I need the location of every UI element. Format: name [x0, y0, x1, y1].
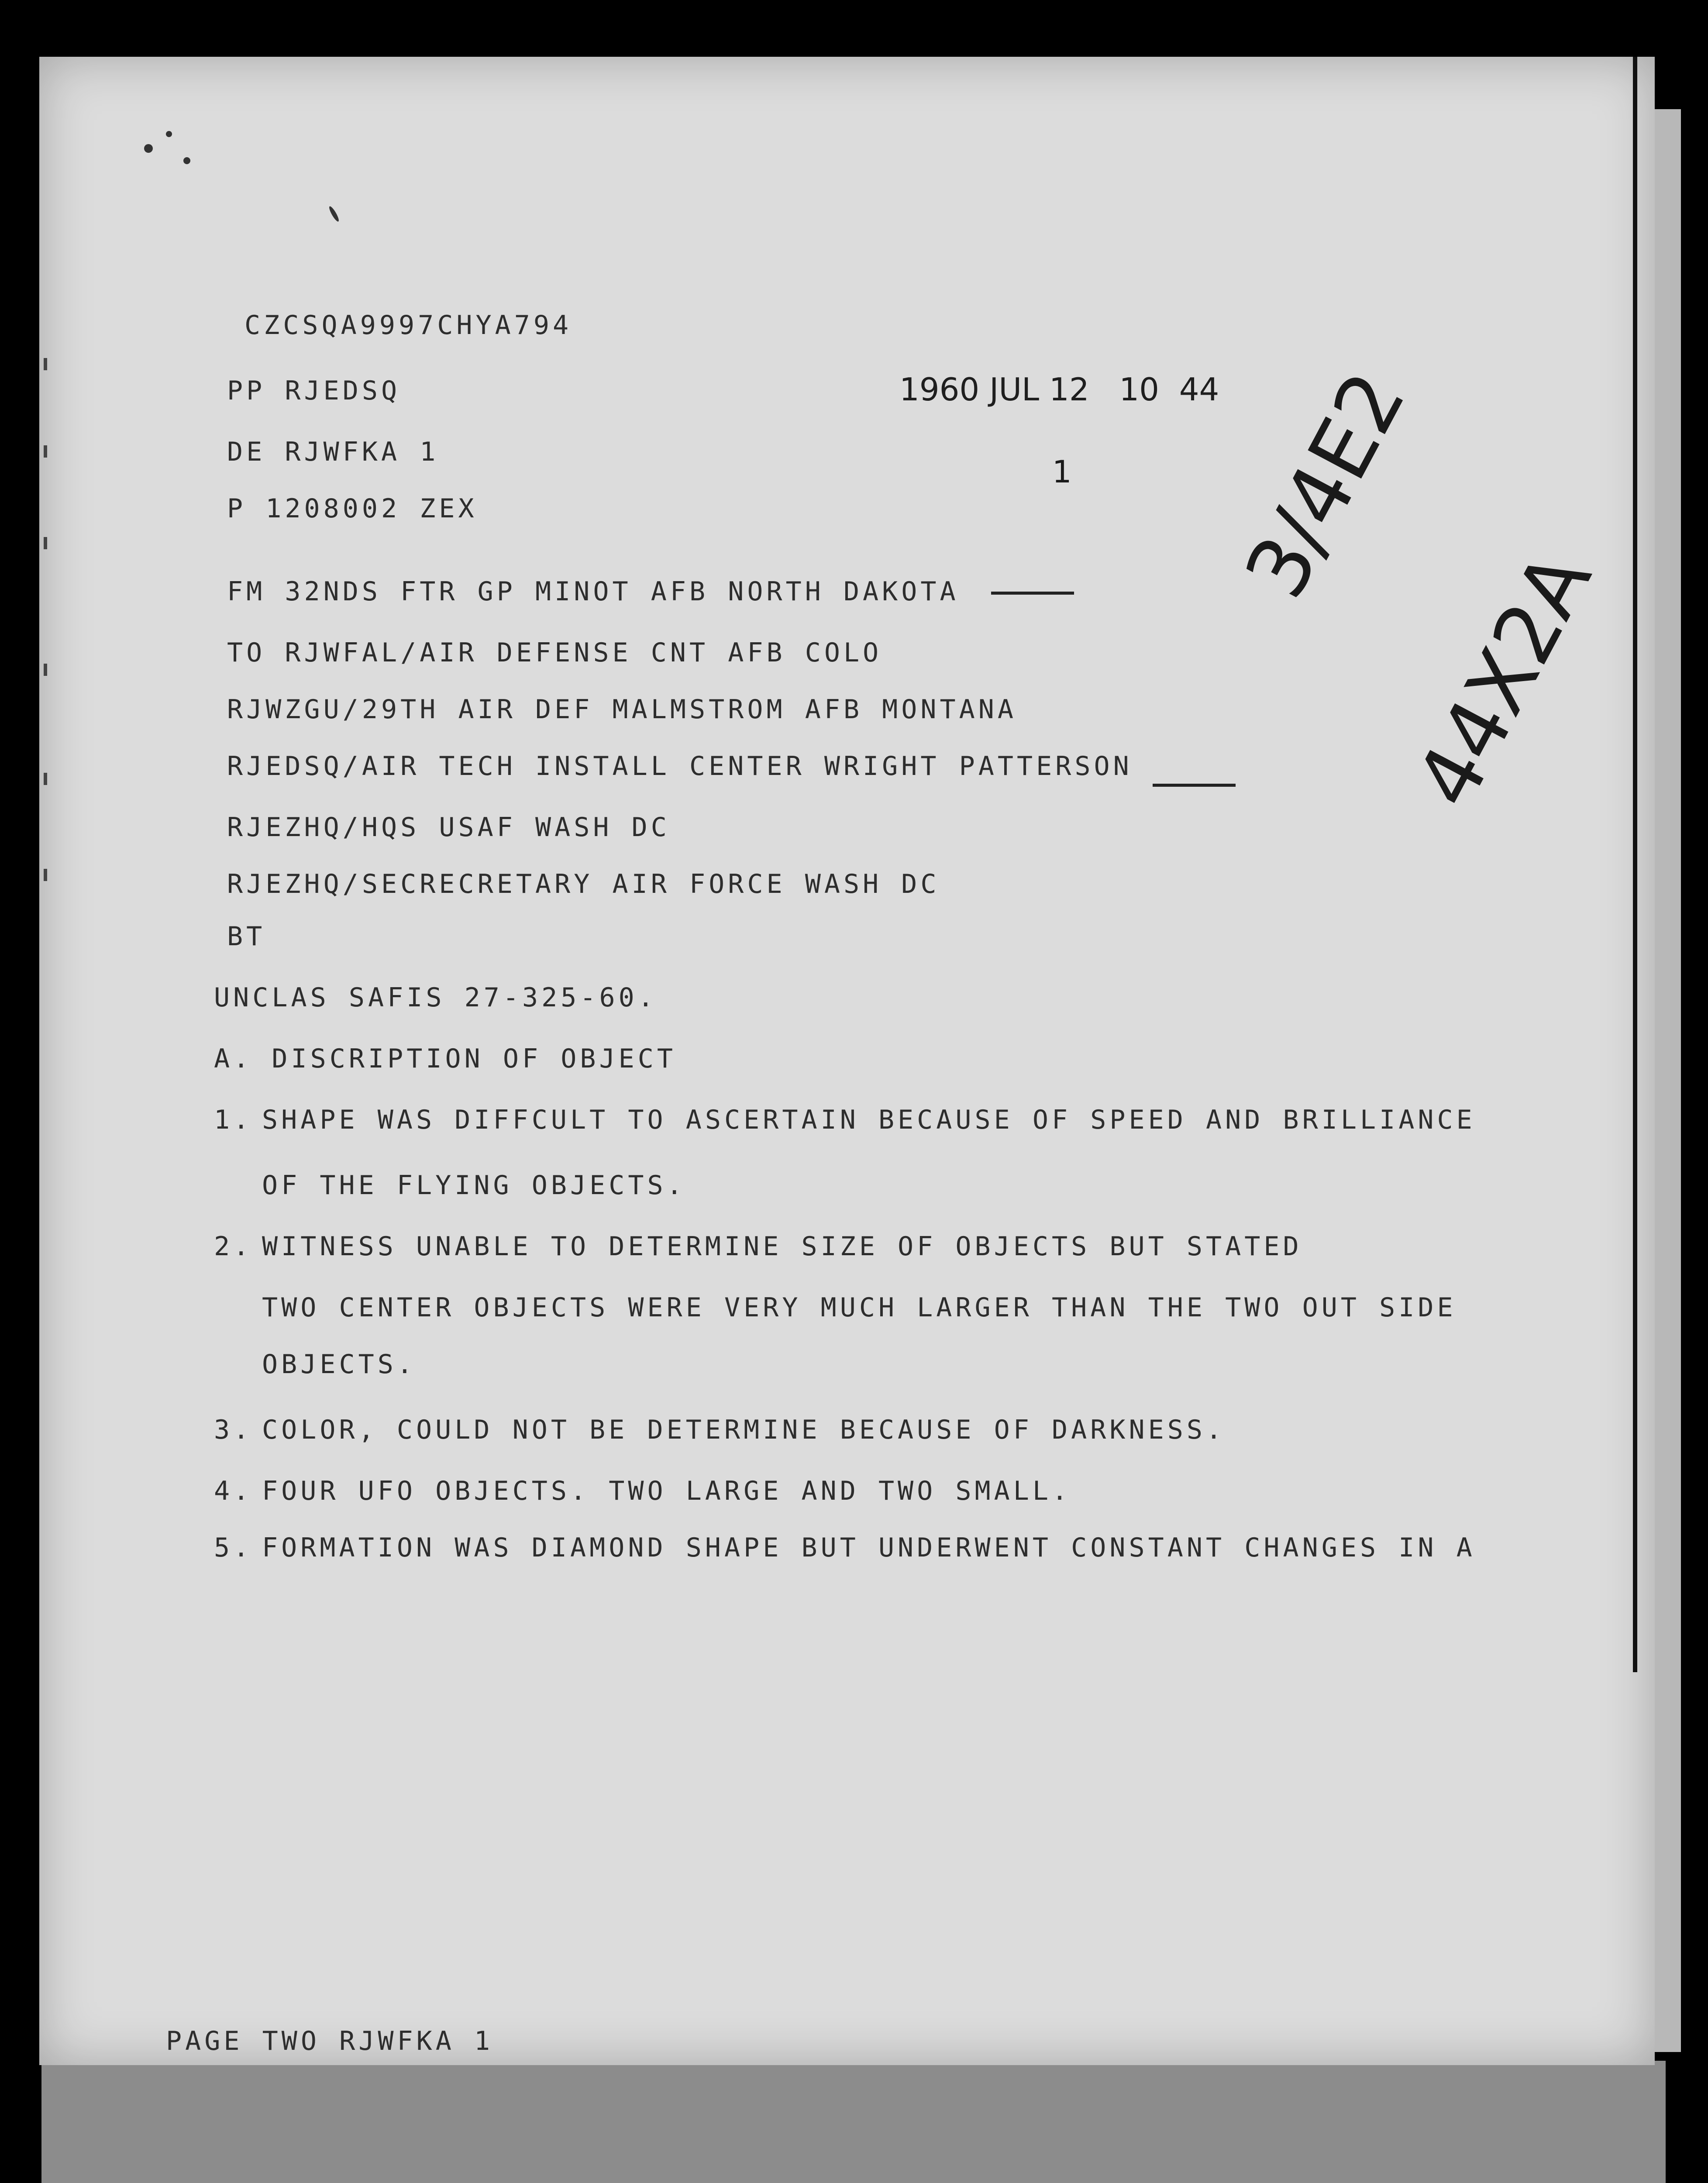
pen-dash — [1153, 784, 1236, 787]
page-edge-strip — [1655, 109, 1681, 2052]
handwritten-mark: 1 — [1052, 454, 1072, 490]
item-text: OBJECTS. — [262, 1349, 416, 1380]
item-text: SHAPE WAS DIFFCULT TO ASCERTAIN BECAUSE OF SPEED AND BRILLIANCE — [262, 1105, 1476, 1135]
routing-id: CZCSQA9997CHYA794 — [244, 310, 572, 341]
item-number: 1. — [214, 1105, 253, 1135]
addressee-line: RJEDSQ/AIR TECH INSTALL CENTER WRIGHT PATTERSON — [227, 751, 1133, 782]
item-text: WITNESS UNABLE TO DETERMINE SIZE OF OBJECTS BUT STATED — [262, 1231, 1302, 1262]
received-date-stamp: 1960 JUL 12 10 44 — [899, 371, 1219, 408]
from-line: FM 32NDS FTR GP MINOT AFB NORTH DAKOTA — [227, 576, 959, 607]
addressee-line: RJEZHQ/SECRECRETARY AIR FORCE WASH DC — [227, 869, 940, 899]
item-number: 5. — [214, 1532, 253, 1563]
margin-tick — [44, 537, 47, 549]
page-edge-line — [1633, 57, 1637, 1672]
item-number: 2. — [214, 1231, 253, 1262]
margin-tick — [44, 869, 47, 881]
item-text: TWO CENTER OBJECTS WERE VERY MUCH LARGER THAN THE TWO OUT SIDE — [262, 1292, 1457, 1323]
originator-ref: DE RJWFKA 1 — [227, 437, 439, 467]
date-time-group: P 1208002 ZEX — [227, 493, 478, 524]
margin-tick — [44, 358, 47, 370]
margin-tick — [44, 664, 47, 676]
specks — [166, 131, 172, 137]
specks — [144, 144, 153, 153]
item-text: FORMATION WAS DIAMOND SHAPE BUT UNDERWENT CONSTANT CHANGES IN A — [262, 1532, 1476, 1563]
precedence-line: PP RJEDSQ — [227, 375, 401, 406]
item-number: 4. — [214, 1476, 253, 1506]
addressee-line: RJEZHQ/HQS USAF WASH DC — [227, 812, 670, 843]
underlying-sheet — [41, 2061, 1666, 2183]
addressee-line: RJWZGU/29TH AIR DEF MALMSTROM AFB MONTANA — [227, 694, 1017, 725]
classification-line: UNCLAS SAFIS 27-325-60. — [214, 982, 657, 1013]
item-text: OF THE FLYING OBJECTS. — [262, 1170, 686, 1201]
handwritten-file-note: 3/4E2 — [1227, 357, 1424, 613]
addressee-line: TO RJWFAL/AIR DEFENSE CNT AFB COLO — [227, 637, 882, 668]
break-marker: BT — [227, 921, 266, 952]
handwritten-file-note: 44X2A — [1397, 537, 1610, 823]
item-text: FOUR UFO OBJECTS. TWO LARGE AND TWO SMALL. — [262, 1476, 1071, 1506]
margin-tick — [44, 445, 47, 458]
specks — [183, 157, 190, 164]
item-text: COLOR, COULD NOT BE DETERMINE BECAUSE OF DARKNESS. — [262, 1415, 1226, 1445]
section-title: A. DISCRIPTION OF OBJECT — [214, 1043, 676, 1074]
item-number: 3. — [214, 1415, 253, 1445]
pen-dash — [991, 592, 1074, 595]
page-footer: PAGE TWO RJWFKA 1 — [166, 2026, 494, 2056]
margin-tick — [44, 773, 47, 785]
